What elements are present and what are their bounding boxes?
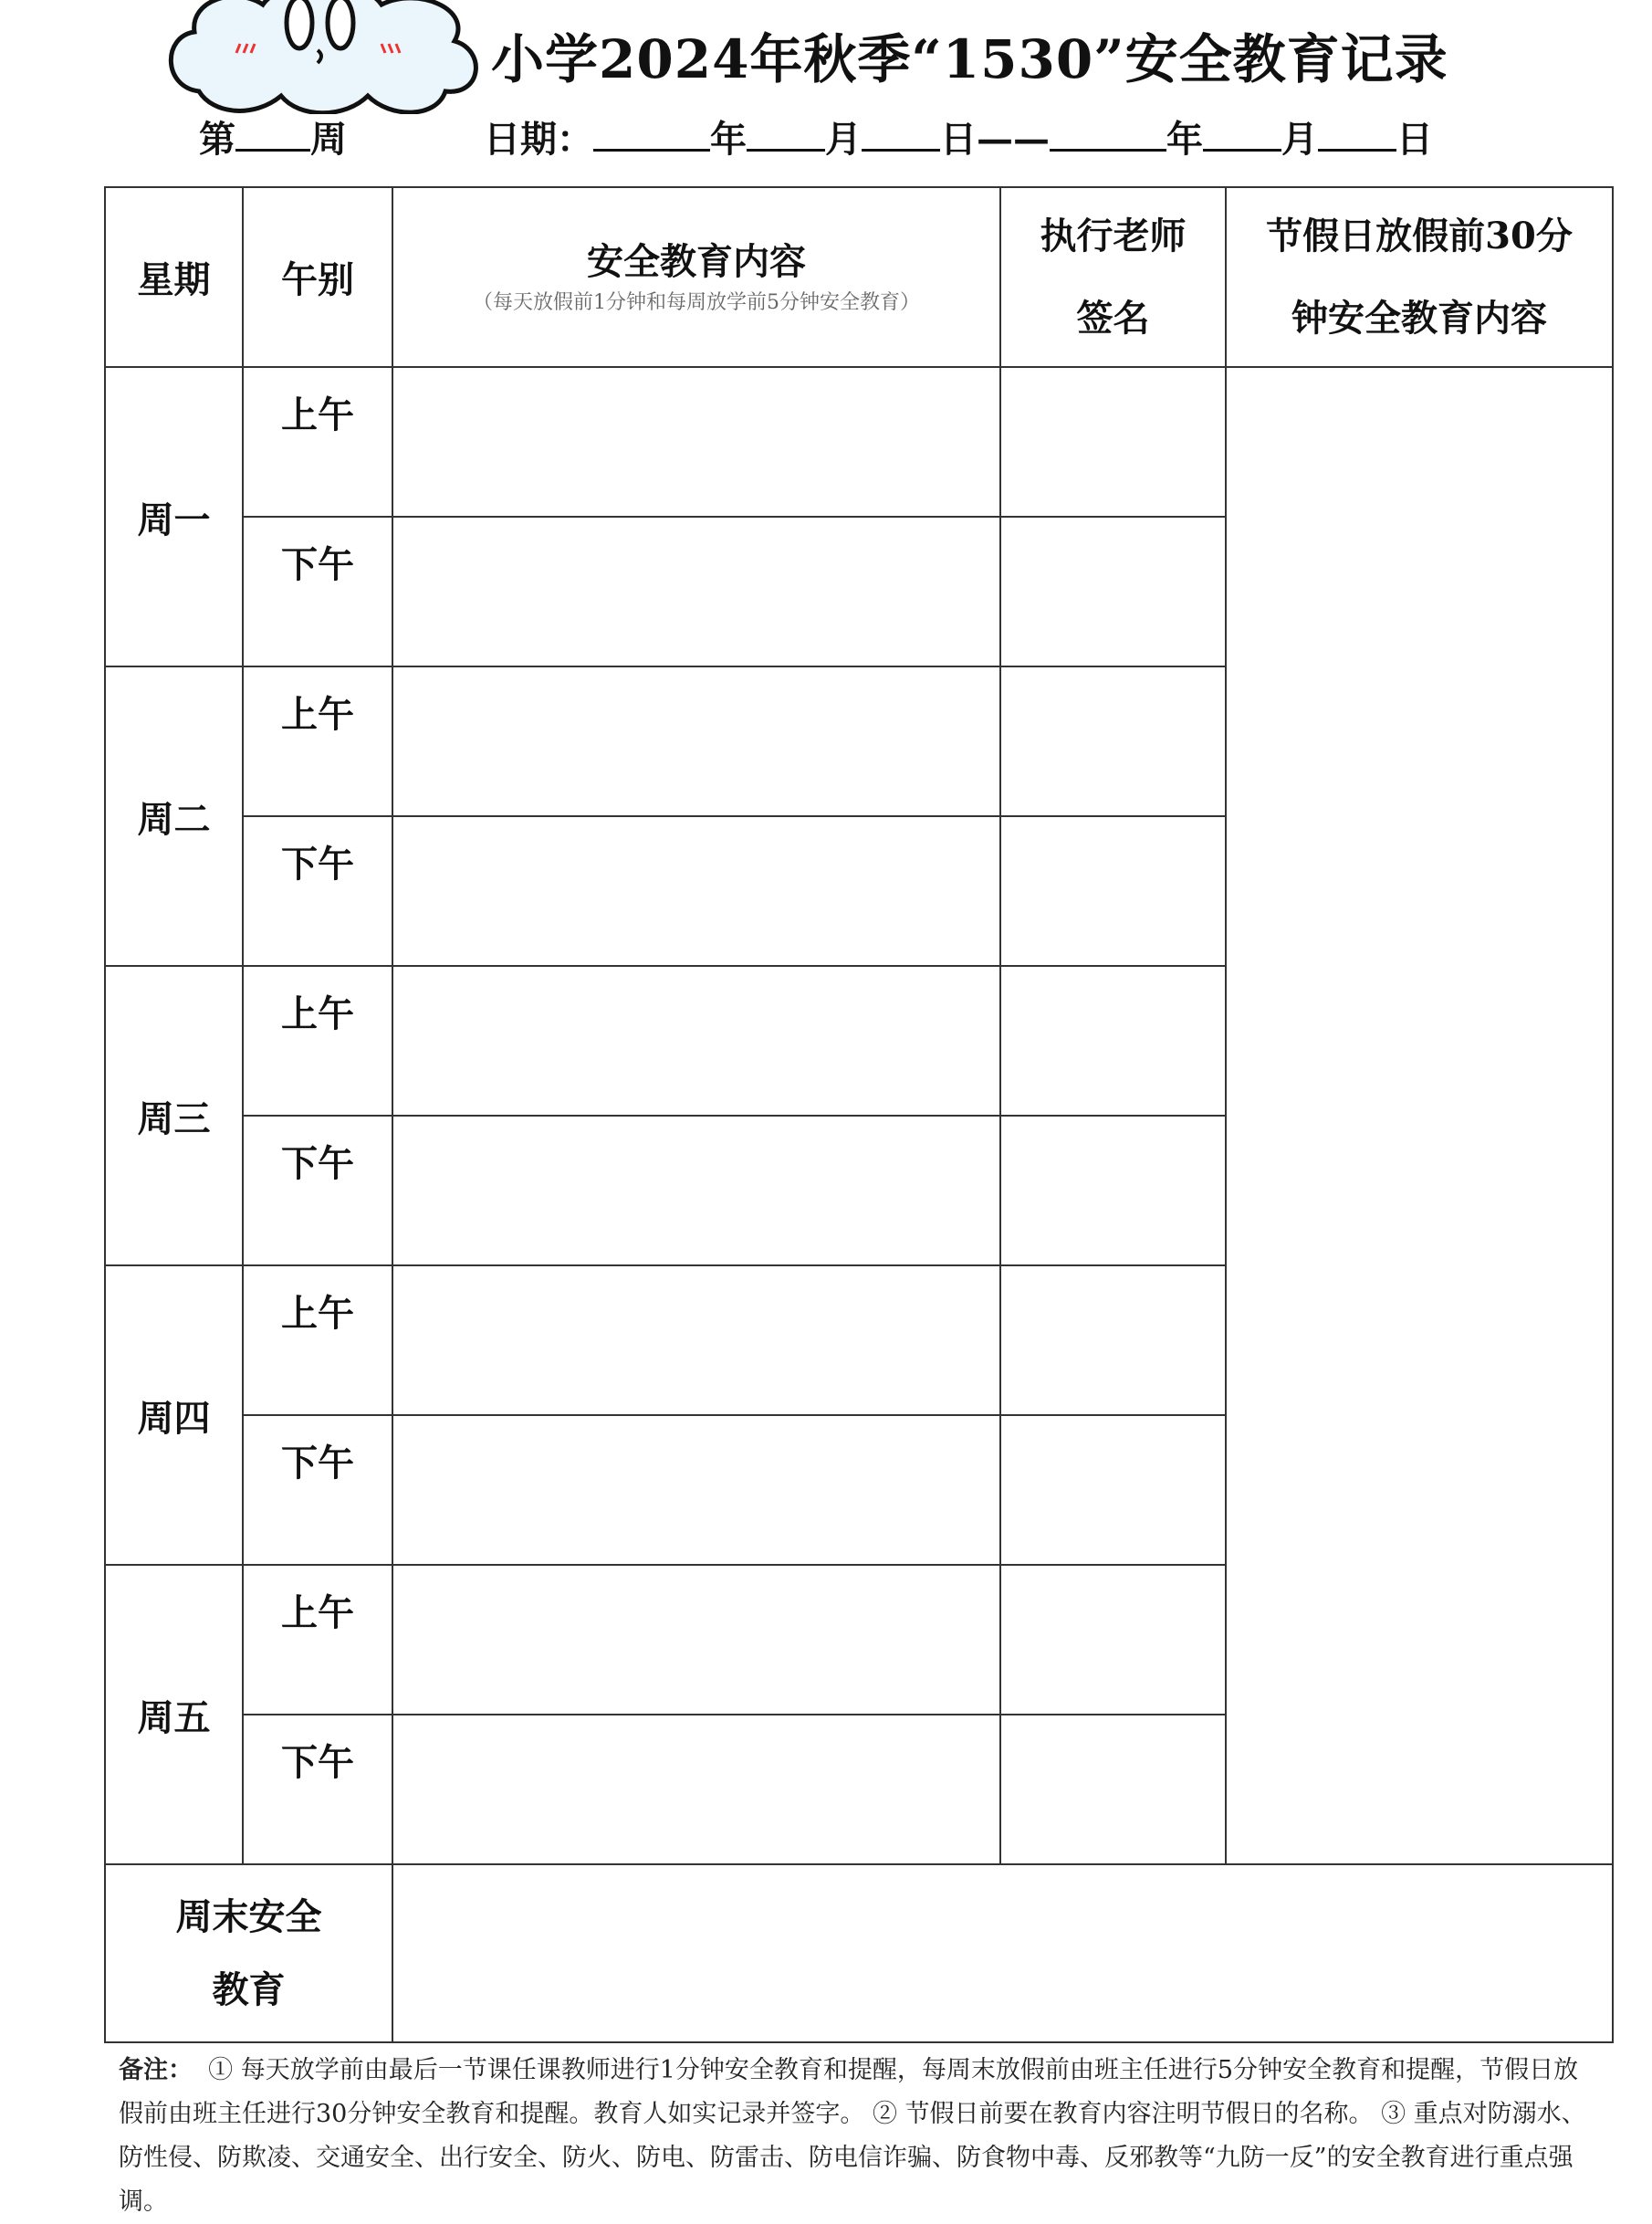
weekend-line1: 周末安全: [175, 1894, 322, 1938]
cloud-mascot-icon: [162, 0, 491, 114]
weekday-label: 周五: [105, 1565, 243, 1864]
weekend-label: [105, 1864, 392, 2042]
header-content: [392, 187, 1000, 367]
period-am: 上午: [243, 1265, 392, 1415]
day-label: 日: [1396, 118, 1433, 161]
signature-cell[interactable]: [1000, 666, 1226, 816]
notes: [119, 2049, 1597, 2224]
weekday-label: 周一: [105, 367, 243, 666]
period-pm: 下午: [243, 1715, 392, 1864]
content-cell[interactable]: [392, 966, 1000, 1116]
content-cell[interactable]: [392, 666, 1000, 816]
weekday-label: 周三: [105, 966, 243, 1265]
end-month-blank[interactable]: [1203, 121, 1281, 152]
weekend-line2: 教育: [212, 1967, 286, 2011]
holiday-content-cell[interactable]: [1226, 367, 1613, 1864]
year-label: 年: [1166, 118, 1203, 161]
weekday-label: 周四: [105, 1265, 243, 1565]
start-day-blank[interactable]: [862, 121, 940, 152]
content-cell[interactable]: [392, 1116, 1000, 1265]
content-cell[interactable]: [392, 1265, 1000, 1415]
date-label: 日期：: [484, 118, 593, 161]
safety-record-table: [104, 186, 1614, 2043]
end-day-blank[interactable]: [1318, 121, 1396, 152]
signature-cell[interactable]: [1000, 517, 1226, 666]
content-cell[interactable]: [392, 517, 1000, 666]
weekday-label: 周二: [105, 666, 243, 966]
subheader: [199, 117, 1433, 163]
day-row-am: [105, 367, 1613, 517]
header-holiday-line2: 钟安全教育内容: [1291, 296, 1547, 340]
content-cell[interactable]: [392, 367, 1000, 517]
content-cell[interactable]: [392, 1715, 1000, 1864]
signature-cell[interactable]: [1000, 367, 1226, 517]
header-content-note: （每天放假前1分钟和每周放学前5分钟安全教育）: [473, 291, 920, 314]
header-teacher: [1000, 187, 1226, 367]
period-pm: 下午: [243, 1415, 392, 1565]
content-cell[interactable]: [392, 1565, 1000, 1715]
notes-label: 备注：: [119, 2056, 193, 2084]
period-am: 上午: [243, 1565, 392, 1715]
month-label: 月: [825, 118, 862, 161]
signature-cell[interactable]: [1000, 1565, 1226, 1715]
signature-cell[interactable]: [1000, 1265, 1226, 1415]
date-range-field: [484, 117, 1433, 163]
page-title: 小学2024年秋季“1530”安全教育记录: [491, 28, 1448, 90]
header-teacher-line2: 签名: [1076, 296, 1150, 340]
header-teacher-line1: 执行老师: [1040, 214, 1187, 257]
period-am: 上午: [243, 966, 392, 1116]
signature-cell[interactable]: [1000, 966, 1226, 1116]
week-suffix: 周: [310, 118, 347, 161]
content-cell[interactable]: [392, 1415, 1000, 1565]
period-pm: 下午: [243, 517, 392, 666]
weekend-row: [105, 1864, 1613, 2042]
period-am: 上午: [243, 367, 392, 517]
header-row: [105, 187, 1613, 367]
header-weekday: 星期: [105, 187, 243, 367]
end-year-blank[interactable]: [1050, 121, 1166, 152]
period-am: 上午: [243, 666, 392, 816]
notes-text: ① 每天放学前由最后一节课任课教师进行1分钟安全教育和提醒，每周末放假前由班主任进行5分钟安全教育和提醒，节假日放假前由班主任进行30分钟安全教育和提醒。教育人如实记录并签字。 ② 节假日前要在教育内容注明节假日的名称。 ③ 重点对防溺水、防性侵、防欺凌、交通安全、出行安全、防火、防电、防雷击、防电信诈骗、防食物中毒、反邪教等“九防一反”的安全教育进行重点强调。: [119, 2056, 1586, 2216]
start-year-blank[interactable]: [593, 121, 710, 152]
signature-cell[interactable]: [1000, 1116, 1226, 1265]
signature-cell[interactable]: [1000, 1415, 1226, 1565]
week-blank[interactable]: [235, 121, 310, 152]
dash: ——: [977, 118, 1050, 161]
year-label: 年: [710, 118, 747, 161]
period-pm: 下午: [243, 816, 392, 966]
day-label: 日: [940, 118, 977, 161]
weekend-content-cell[interactable]: [392, 1864, 1613, 2042]
week-field: [199, 117, 347, 163]
header-holiday-line1: 节假日放假前30分: [1266, 214, 1573, 257]
period-pm: 下午: [243, 1116, 392, 1265]
month-label: 月: [1281, 118, 1318, 161]
signature-cell[interactable]: [1000, 816, 1226, 966]
header-holiday: [1226, 187, 1613, 367]
week-prefix: 第: [199, 118, 235, 161]
main-content: [104, 186, 1612, 2224]
content-cell[interactable]: [392, 816, 1000, 966]
header-period: 午别: [243, 187, 392, 367]
start-month-blank[interactable]: [747, 121, 825, 152]
signature-cell[interactable]: [1000, 1715, 1226, 1864]
header-content-label: 安全教育内容: [587, 240, 806, 283]
